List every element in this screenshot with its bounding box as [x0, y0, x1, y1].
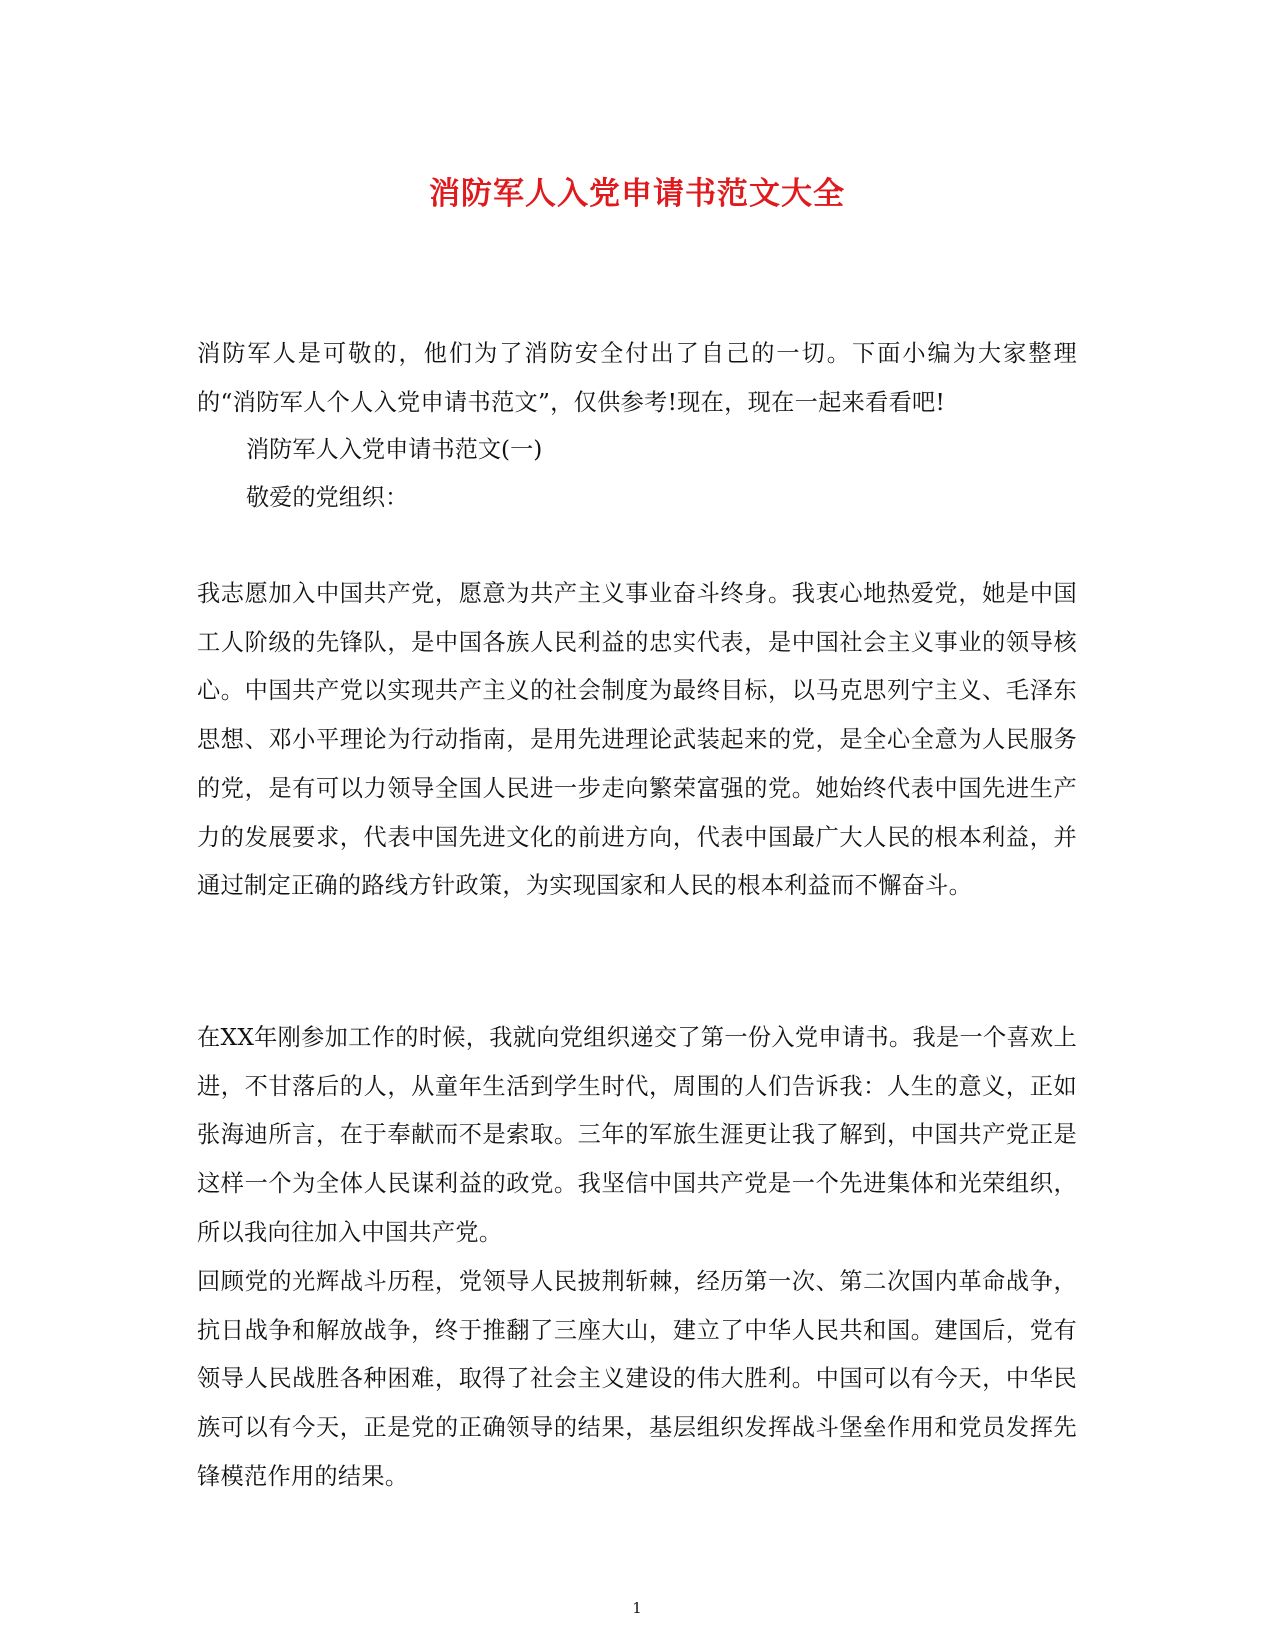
intro-paragraph: 消防军人是可敬的，他们为了消防安全付出了自己的一切。下面小编为大家整理的“消防军人个人入党申请书范文”，仅供参考!现在，现在一起来看看吧!: [197, 340, 1077, 416]
body-paragraph-1: 我志愿加入中国共产党，愿意为共产主义事业奋斗终身。我衷心地热爱党，她是中国工人阶级的先锋队，是中国各族人民利益的忠实代表，是中国社会主义事业的领导核心。中国共产党以实现共产主义的社会制度为最终目标，以马克思列宁主义、毛泽东思想、邓小平理论为行动指南，是用先进理论武装起来的党，是全心全意为人民服务的党，是有可以力领导全国人民进一步走向繁荣富强的党。她始终代表中国先进生产力的发展要求，代表中国先进文化的前进方向，代表中国最广大人民的根本利益，并通过制定正确的路线方针政策，为实现国家和人民的根本利益而不懈奋斗。: [197, 580, 1077, 900]
page-number: 1: [632, 1599, 642, 1617]
body-paragraph-2: 在XX年刚参加工作的时候，我就向党组织递交了第一份入党申请书。我是一个喜欢上进，不甘落后的人，从童年生活到学生时代，周围的人们告诉我：人生的意义，正如张海迪所言，在于奉献而不是索取。三年的军旅生涯更让我了解到，中国共产党正是这样一个为全体人民谋利益的政党。我坚信中国共产党是一个先进集体和光荣组织，所以我向往加入中国共产党。: [197, 1024, 1077, 1246]
document-title: 消防军人入党申请书范文大全: [429, 176, 845, 212]
body-paragraph-3: 回顾党的光辉战斗历程，党领导人民披荆斩棘，经历第一次、第二次国内革命战争，抗日战争和解放战争，终于推翻了三座大山，建立了中华人民共和国。建国后，党有领导人民战胜各种困难，取得了社会主义建设的伟大胜利。中国可以有今天，中华民族可以有今天，正是党的正确领导的结果，基层组织发挥战斗堡垒作用和党员发挥先锋模范作用的结果。: [197, 1268, 1077, 1490]
section-heading: 消防军人入党申请书范文(一): [246, 436, 543, 463]
salutation: 敬爱的党组织：: [246, 484, 409, 511]
